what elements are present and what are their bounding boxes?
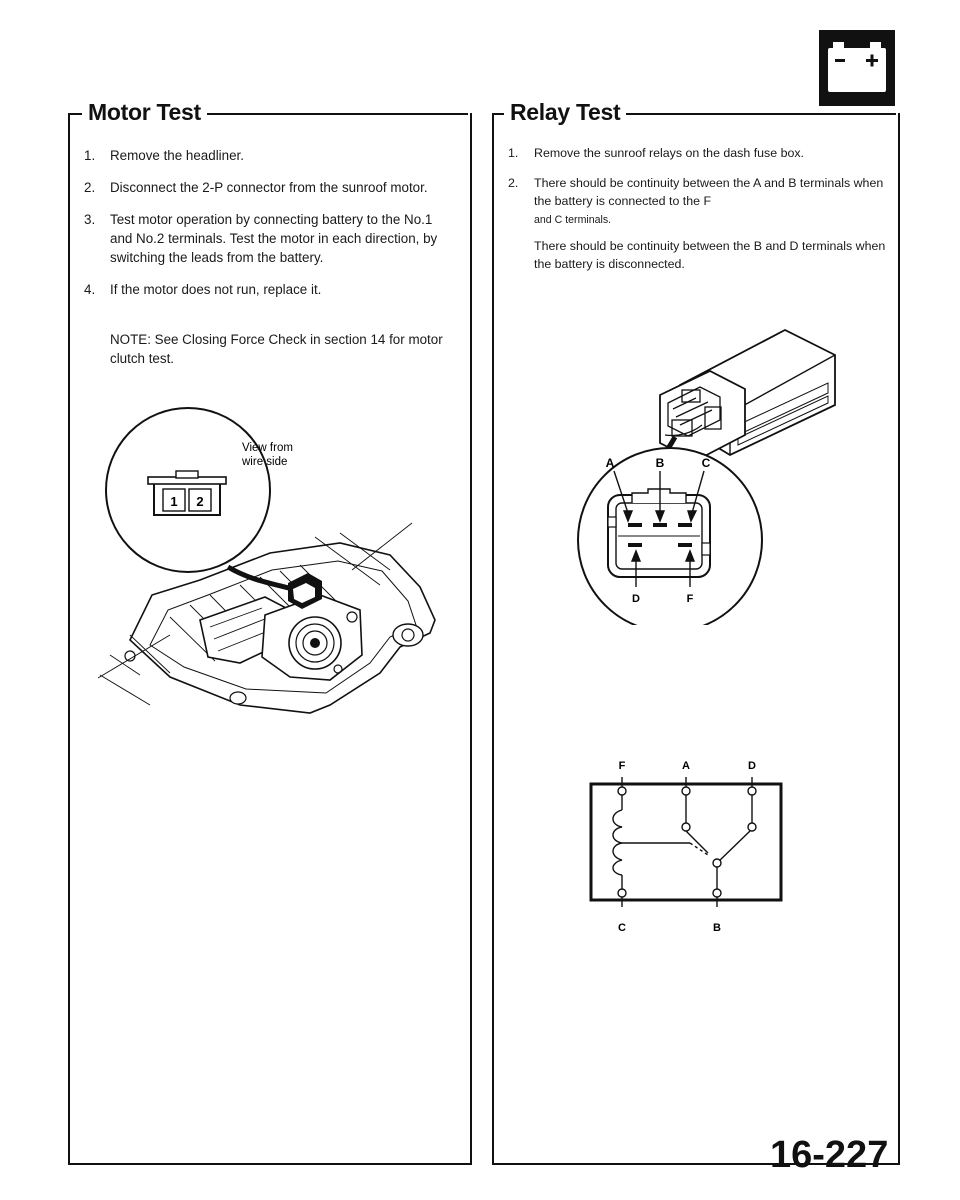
connector-label-a: A: [605, 456, 615, 470]
connector-label-b: B: [655, 456, 665, 470]
callout-label-line1: View from: [242, 442, 293, 454]
motor-test-note: NOTE: See Closing Force Check in section 14 for motor clutch test.: [110, 332, 443, 366]
schematic-label-c: C: [618, 922, 626, 934]
motor-figure: [90, 405, 450, 735]
schematic-label-f: F: [618, 760, 626, 772]
list-item: 1. Remove the sunroof relays on the dash fuse box.: [508, 146, 804, 160]
list-item: 3. Test motor operation by connecting battery to the No.1 and No.2 terminals. Test the motor in each direction, by switching the leads from the battery.: [84, 212, 438, 265]
connector-label-c: C: [701, 456, 711, 470]
terminal-2-label: 2: [196, 494, 204, 509]
motor-test-heading: Motor Test: [82, 96, 207, 128]
callout-label-line2: wire side: [242, 456, 288, 468]
relay-test-heading: Relay Test: [504, 96, 626, 128]
schematic-label-a: A: [682, 760, 690, 772]
terminal-1-label: 1: [170, 494, 178, 509]
schematic-label-b: B: [713, 922, 721, 934]
connector-label-d: D: [632, 593, 640, 605]
relay-connector-figure: [570, 325, 870, 625]
motor-test-steps: [84, 146, 456, 312]
battery-icon: [819, 30, 895, 106]
list-item: 2. There should be continuity between the A and B terminals when the battery is connected to the F and C terminals. There should be continuity between the B and D terminals when the battery is disconnected.: [508, 176, 886, 271]
page-number: 16-227: [770, 1134, 889, 1176]
relay-schematic: [580, 755, 800, 935]
schematic-label-d: D: [748, 760, 756, 772]
list-item: 2. Disconnect the 2-P connector from the sunroof motor.: [84, 180, 428, 195]
list-item: 4. If the motor does not run, replace it.: [84, 282, 322, 297]
relay-test-steps: [508, 144, 886, 285]
connector-label-f: F: [686, 593, 694, 605]
list-item: 1. Remove the headliner.: [84, 148, 244, 163]
